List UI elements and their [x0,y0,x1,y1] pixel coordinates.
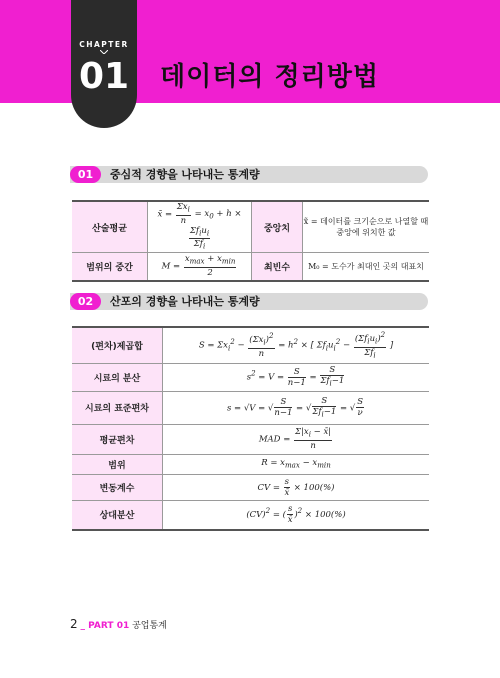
table-row [72,253,429,281]
book-title: 공업통계 [132,621,167,631]
section-title: 산포의 경향을 나타내는 통계량 [110,295,260,308]
formula-arithmetic-mean: x̄ = $\frac{\Sigma x_i}{n}$ = $x_0 + h$ × $\frac{\Sigma f_iu_i}{\Sigma f_i}$ [148,201,252,253]
row-header: 중앙치 [252,201,303,253]
table-row [72,391,429,424]
chapter-number: 01 [78,56,130,97]
chapter-tab [71,0,137,128]
row-header: 시료의 표준편차 [72,391,163,424]
formula-mode: M₀ = 도수가 최대인 곳의 대표치 [303,253,430,281]
dispersion-table [72,326,429,531]
formula-sample-variance: $s^2 = V$ = $\frac{S}{n-1}$ = $\frac{S}{\Sigma f_i-1}$ [163,363,430,391]
table-row [72,474,429,500]
table-row [72,327,429,363]
formula-sample-std-dev: s = √V = √ $\frac{S}{n-1}$ = √ $\frac{S}{\Sigma f_i-1}$ = √ $\frac{S}{\nu}$ [163,391,430,424]
row-header: 산술평균 [72,201,148,253]
row-header: 최빈수 [252,253,303,281]
section-header-1 [70,166,428,183]
section-header-2 [70,293,428,310]
formula-median [303,201,430,253]
page-number: 2 [70,617,78,631]
formula-mean-deviation: MAD = $\frac{\Sigma|x_i - x̄|}{n}$ [163,424,430,454]
row-header: 변동계수 [72,474,163,500]
table-row [72,363,429,391]
part-label: PART 01 [88,621,130,631]
section-badge: 02 [70,293,101,310]
formula-relative-variance: (CV)$^2$ = ( $\frac{s}{x̄}$ )$^2$ × 100(%) [163,500,430,530]
chapter-label: CHAPTER [79,40,129,49]
formula-range: $R = x_{max} - x_{min}$ [163,454,430,474]
section-badge: 01 [70,166,101,183]
row-header: 범위 [72,454,163,474]
median-line-1: x̃ = 데이터를 크기순으로 나열할 때 [303,217,429,227]
row-header: (편차)제곱합 [72,327,163,363]
formula-sum-of-squares: $S = \Sigma x_i^2$ − $\frac{(\Sigma x_i)^2}{n}$ = $h^2$ × [ $\Sigma f_iu_i^2$ − $\frac{(\Sigma f_iu_i)^2}{\Sigma f_i}$ ] [163,327,430,363]
row-header: 상대분산 [72,500,163,530]
table-row [72,454,429,474]
formula-coefficient-of-variation: CV = $\frac{s}{x̄}$ × 100(%) [163,474,430,500]
page-footer: 2 _ PART 01 공업통계 [70,617,167,631]
row-header: 평균편차 [72,424,163,454]
section-title: 중심적 경향을 나타내는 통계량 [110,168,260,181]
row-header: 범위의 중간 [72,253,148,281]
row-header: 시료의 분산 [72,363,163,391]
chapter-chevron-icon [100,50,108,54]
median-line-2: 중앙에 위치한 값 [336,228,396,238]
table-row [72,500,429,530]
table-row [72,424,429,454]
central-tendency-table [72,200,429,282]
chapter-title: 데이터의 정리방법 [160,62,379,92]
table-row [72,201,429,253]
formula-mid-range: M = $\frac{x_{max} + x_{min}}{2}$ [148,253,252,281]
